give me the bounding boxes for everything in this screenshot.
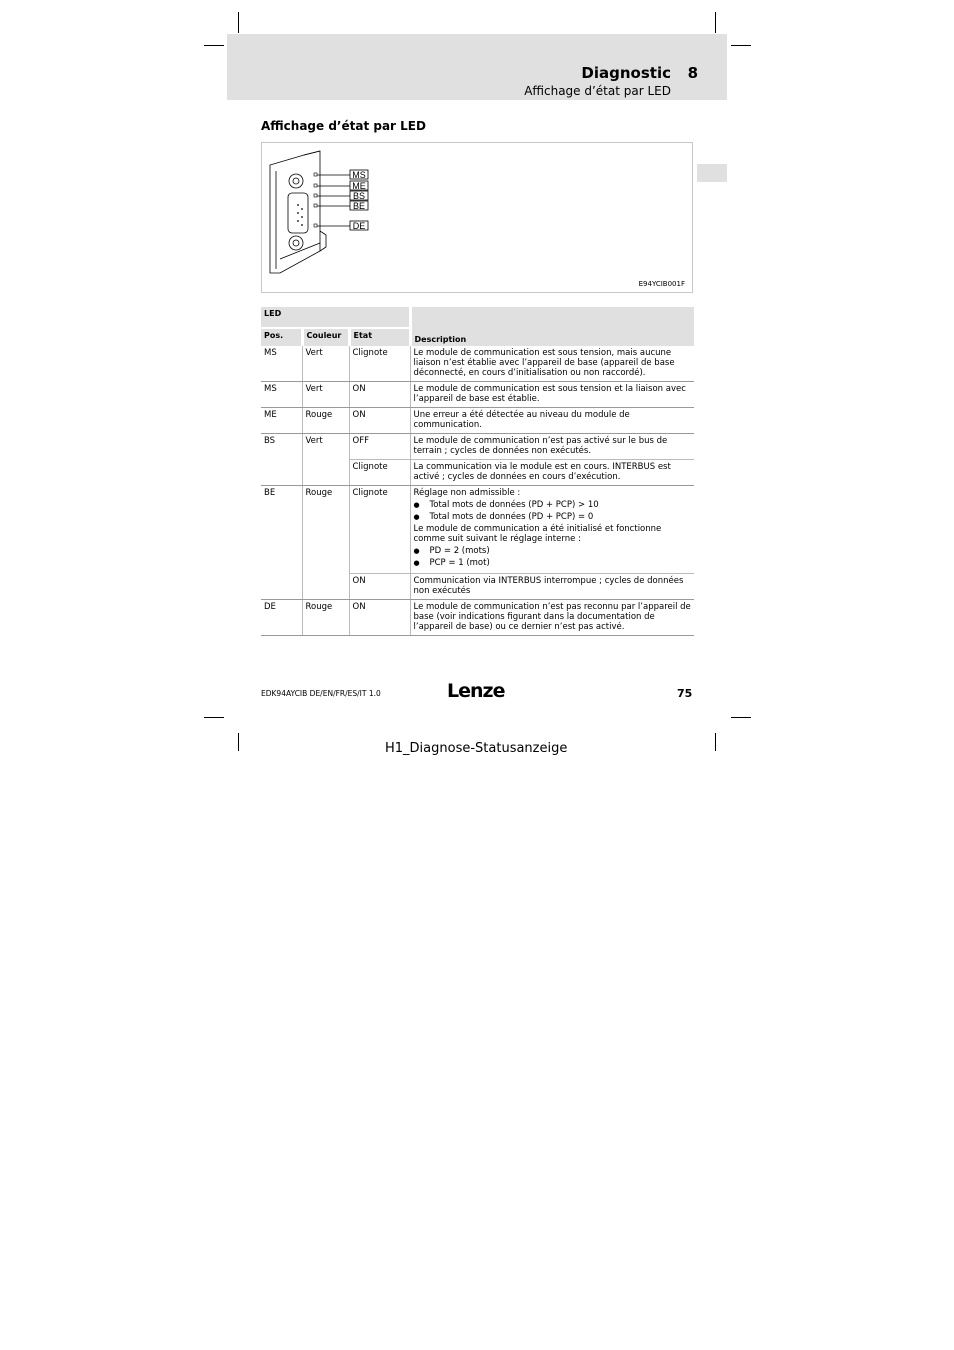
chapter-number: 8: [687, 64, 698, 82]
bullet-item: ● PD = 2 (mots): [414, 546, 692, 556]
table-header-pos: Pos.: [261, 328, 302, 346]
bullet-item: ● Total mots de données (PD + PCP) = 0: [414, 512, 692, 522]
cell-pos: MS: [261, 382, 302, 408]
cell-state: ON: [349, 408, 410, 434]
led-label-me: ME: [352, 181, 366, 191]
led-label-ms: MS: [352, 170, 366, 180]
cell-description: [410, 346, 694, 382]
cell-description: [410, 408, 694, 434]
cell-description: [410, 434, 694, 460]
cell-description: [410, 486, 694, 574]
figure-code: E94YCIB001F: [638, 280, 685, 288]
page-caption: H1_Diagnose-Statusanzeige: [385, 741, 568, 756]
crop-mark: [715, 733, 716, 751]
cell-description: [410, 460, 694, 486]
led-label-de: DE: [352, 221, 366, 231]
description-text: Le module de communication n’est pas activé sur le bus de terrain ; cycles de données non exécutés.: [413, 436, 668, 456]
cell-pos: MS: [261, 346, 302, 382]
cell-pos: ME: [261, 408, 302, 434]
cell-pos: BE: [261, 486, 302, 600]
cell-state: Clignote: [349, 486, 410, 574]
section-title: Affichage d’état par LED: [261, 119, 426, 133]
table-header-color: Couleur: [302, 328, 349, 346]
crop-mark: [731, 717, 751, 718]
page-number: 75: [677, 687, 693, 700]
footer-doc-id: EDK94AYCIB DE/EN/FR/ES/IT 1.0: [261, 689, 381, 698]
table-row: [261, 434, 694, 460]
chapter-title: Diagnostic: [581, 64, 671, 82]
table-header-state: Etat: [349, 328, 410, 346]
cell-color: Rouge: [302, 486, 349, 600]
bullet-item: ● Total mots de données (PD + PCP) > 10: [414, 500, 692, 510]
cell-color: Rouge: [302, 600, 349, 636]
lenze-logo: Lenze: [447, 680, 505, 702]
table-row: [261, 600, 694, 636]
table-header-description: Description: [410, 307, 694, 346]
crop-mark: [204, 45, 224, 46]
cell-description: [410, 600, 694, 636]
cell-pos: BS: [261, 434, 302, 486]
crop-mark: [238, 733, 239, 751]
description-text: Le module de communication est sous tension et la liaison avec l’appareil de base est établie.: [413, 384, 686, 404]
description-text: Une erreur a été détectée au niveau du module de communication.: [413, 410, 630, 430]
led-label-bs: BS: [352, 191, 366, 201]
description-text: Le module de communication a été initialisé et fonctionne comme suit suivant le réglage interne :: [413, 524, 662, 544]
crop-mark: [731, 45, 751, 46]
crop-mark: [204, 717, 224, 718]
cell-state: ON: [349, 574, 410, 600]
cell-color: Vert: [302, 346, 349, 382]
cell-state: ON: [349, 382, 410, 408]
table-row: [261, 382, 694, 408]
description-text: Réglage non admissible :: [413, 488, 521, 498]
description-text: Le module de communication est sous tension, mais aucune liaison n’est établie avec l’appareil de base (appareil de base déconnecté, en cours d’initialisation ou non raccordé).: [413, 348, 675, 378]
cell-description: [410, 382, 694, 408]
led-label-be: BE: [352, 201, 366, 211]
description-text: Communication via INTERBUS interrompue ; cycles de données non exécutés: [413, 576, 684, 596]
chapter-side-tab: [697, 164, 727, 182]
cell-state: OFF: [349, 434, 410, 460]
description-text: La communication via le module est en cours. INTERBUS est activé ; cycles de données en cours d’exécution.: [413, 462, 671, 482]
cell-description: [410, 574, 694, 600]
cell-color: Rouge: [302, 408, 349, 434]
led-figure: [261, 142, 693, 293]
bullet-item: ● PCP = 1 (mot): [414, 558, 692, 568]
device-drawing: [262, 143, 692, 291]
crop-mark: [238, 12, 239, 33]
table-row: [261, 486, 694, 574]
table-row: [261, 408, 694, 434]
crop-mark: [715, 12, 716, 33]
cell-state: ON: [349, 600, 410, 636]
led-status-table: [261, 307, 694, 636]
cell-color: Vert: [302, 434, 349, 486]
table-row: [261, 346, 694, 382]
cell-state: Clignote: [349, 346, 410, 382]
page-header: [227, 34, 727, 100]
cell-pos: DE: [261, 600, 302, 636]
cell-color: Vert: [302, 382, 349, 408]
description-text: Le module de communication n’est pas reconnu par l’appareil de base (voir indications figurant dans la documentation de l’appareil de base) ou ce dernier n’est pas activé.: [413, 602, 691, 632]
table-group-header: LED: [261, 307, 410, 328]
cell-state: Clignote: [349, 460, 410, 486]
chapter-subtitle: Affichage d’état par LED: [524, 84, 671, 98]
